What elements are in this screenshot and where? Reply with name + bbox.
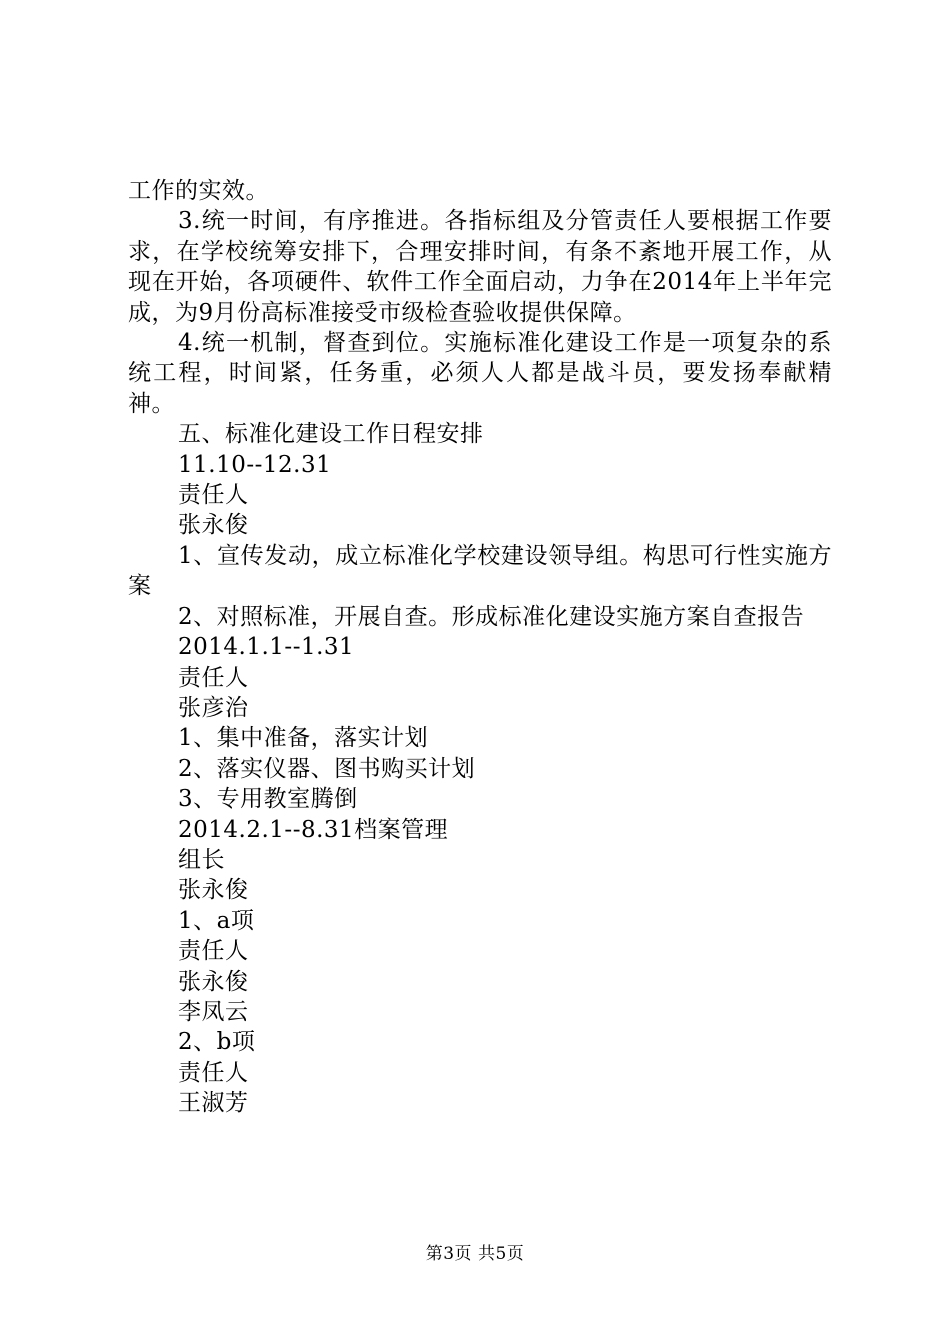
task-item: 3、专用教室腾倒 [178, 786, 358, 813]
task-item: 1、集中准备，落实计划 [178, 725, 429, 752]
document-body [128, 176, 832, 1119]
responsible-label: 责任人 [178, 664, 249, 691]
task-item: 1、a项 [178, 907, 255, 934]
leader-label: 组长 [178, 846, 225, 873]
paragraph-item-3: 3.统一时间，有序推进。各指标组及分管责任人要根据工作要求，在学校统筹安排下，合理安排时间，有条不紊地开展工作，从现在开始，各项硬件、软件工作全面启动，力争在2014年上半年完成，为9月份高标准接受市级检查验收提供保障。 [128, 208, 832, 326]
page-total: 共5页 [477, 1244, 525, 1264]
page-number: 第3页 [425, 1244, 473, 1264]
responsible-label: 责任人 [178, 482, 249, 509]
responsible-label: 责任人 [178, 938, 249, 965]
responsible-name: 张彦治 [178, 694, 249, 721]
paragraph-item-4: 4.统一机制，督查到位。实施标准化建设工作是一项复杂的系统工程，时间紧，任务重，必须人人都是战斗员，要发扬奉献精神。 [128, 330, 832, 417]
page-footer [0, 1243, 950, 1265]
schedule-period: 2014.1.1--1.31 [178, 634, 355, 661]
responsible-name: 王淑芳 [178, 1090, 249, 1117]
responsible-name: 李凤云 [178, 998, 249, 1025]
responsible-name: 张永俊 [178, 512, 249, 539]
schedule-period: 2014.2.1--8.31档案管理 [178, 816, 449, 843]
schedule-period: 11.10--12.31 [178, 451, 332, 478]
task-item: 2、b项 [178, 1029, 256, 1056]
responsible-label: 责任人 [178, 1059, 249, 1086]
task-item: 1、宣传发动，成立标准化学校建设领导组。构思可行性实施方案 [128, 542, 832, 600]
task-item: 2、对照标准，开展自查。形成标准化建设实施方案自查报告 [178, 603, 805, 630]
section-heading: 五、标准化建设工作日程安排 [178, 421, 484, 448]
task-item: 2、落实仪器、图书购买计划 [178, 755, 476, 782]
responsible-name: 张永俊 [178, 968, 249, 995]
leader-name: 张永俊 [178, 877, 249, 904]
text-line: 工作的实效。 [128, 178, 269, 204]
